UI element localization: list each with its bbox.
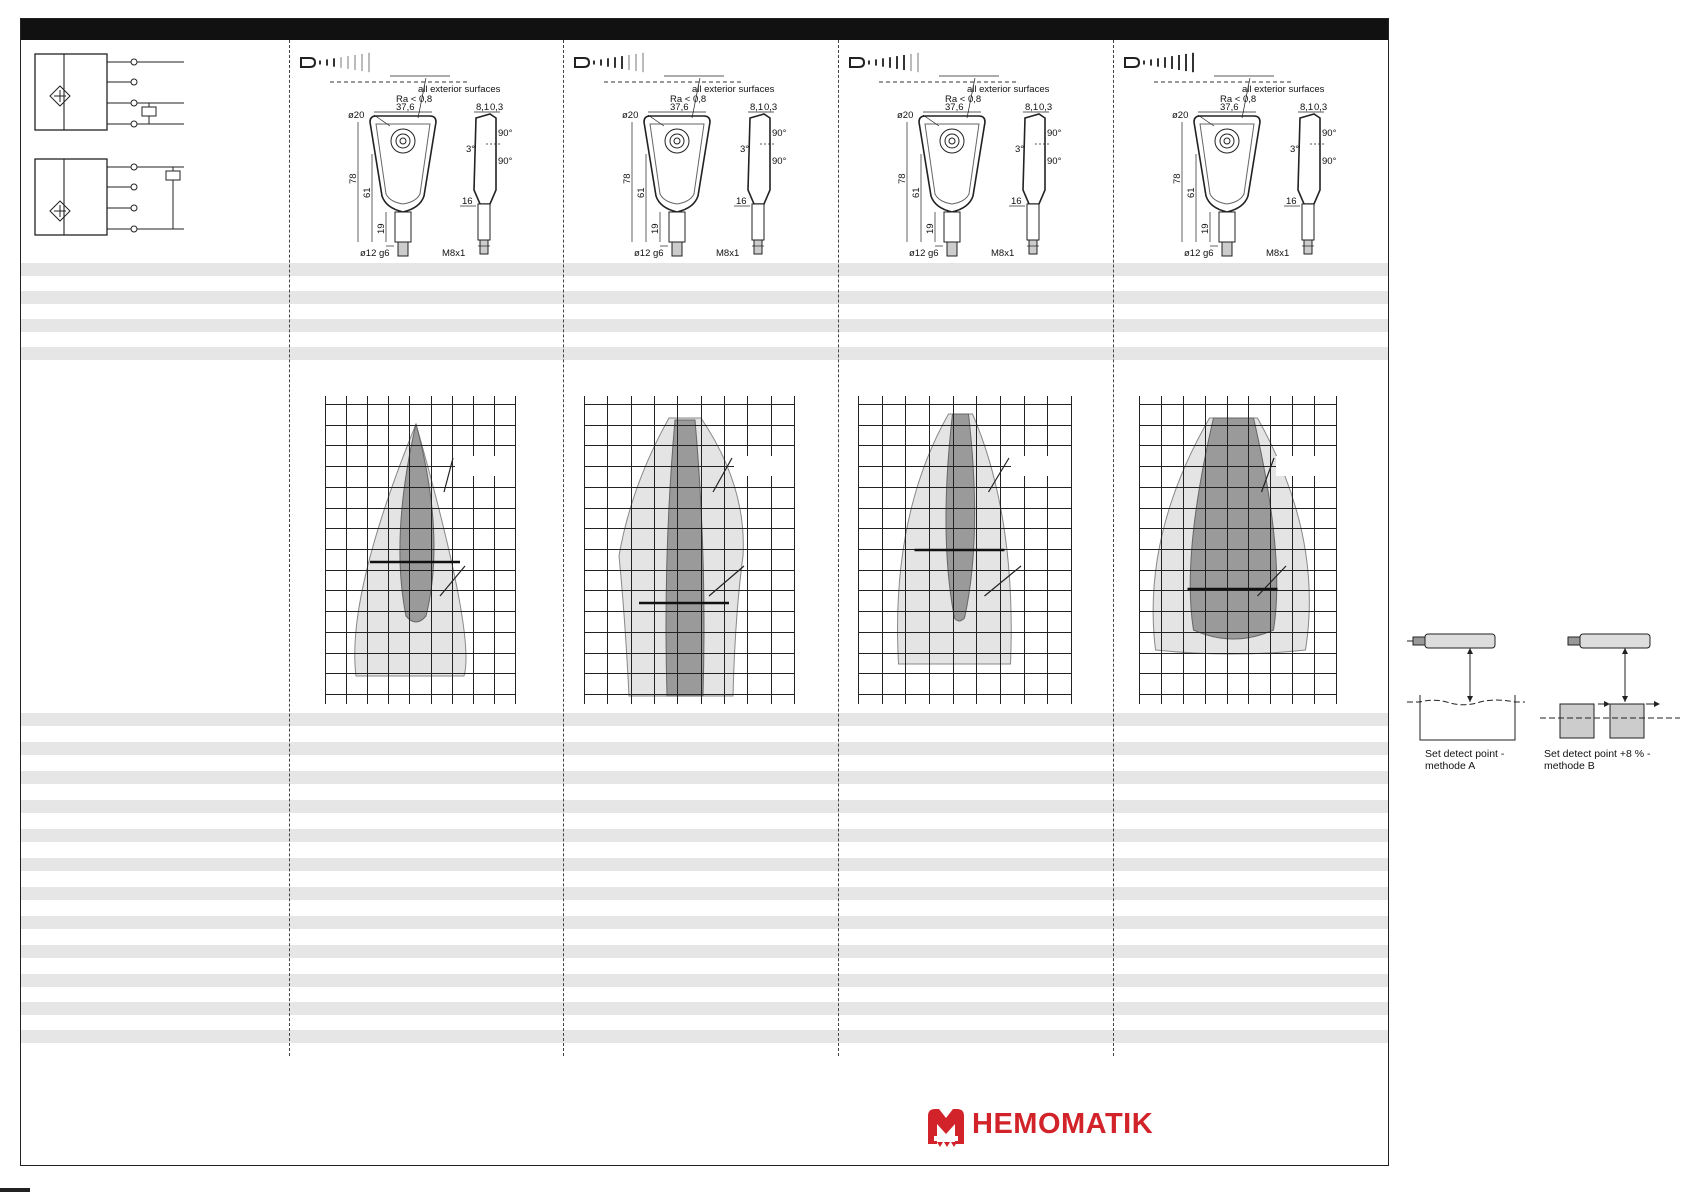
- hemomatik-logo-icon: [925, 1106, 967, 1148]
- height-inner-dimension: 61: [362, 187, 373, 198]
- side-dimension-b: 0,3: [1314, 102, 1328, 113]
- height-total-dimension: 78: [622, 173, 633, 184]
- width-dimension: 37,6: [945, 102, 964, 113]
- shaft-diameter-dimension: ø12 g6: [1184, 248, 1214, 259]
- angle-top: 90°: [772, 128, 787, 139]
- connector-label: M8x1: [716, 248, 740, 259]
- dimension-drawing: [839, 44, 1109, 266]
- connector-label: M8x1: [1266, 248, 1290, 259]
- dimension-drawing: [1114, 44, 1384, 266]
- table-row-stripe: [21, 742, 1388, 755]
- roughness-label: Ra < 0,8: [945, 94, 982, 105]
- table-row-stripe: [21, 1002, 1388, 1015]
- angle-bottom: 90°: [1322, 156, 1337, 167]
- shaft-diameter-dimension: ø12 g6: [360, 248, 390, 259]
- label-line: methode A: [1425, 760, 1476, 772]
- height-inner-dimension: 61: [911, 187, 922, 198]
- angle-bottom: 90°: [772, 156, 787, 167]
- diameter-dimension: ø20: [1172, 110, 1189, 121]
- surfaces-label: all exterior surfaces: [692, 84, 775, 95]
- table-row-stripe: [21, 858, 1388, 871]
- side-dimension-a: 8,1: [1300, 102, 1314, 113]
- height-neck-dimension: 19: [1200, 223, 1211, 234]
- wiring-diagram-nc: [34, 157, 194, 237]
- angle-bottom: 90°: [1047, 156, 1062, 167]
- table-row-stripe: [21, 347, 1388, 360]
- side-dimension-a: 8,1: [750, 102, 764, 113]
- height-neck-dimension: 19: [650, 223, 661, 234]
- height-total-dimension: 78: [1172, 173, 1183, 184]
- table-row-stripe: [21, 974, 1388, 987]
- table-row-stripe: [21, 887, 1388, 900]
- dimension-drawing: [290, 44, 560, 266]
- side-dimension-a: 8,1: [476, 102, 490, 113]
- table-row-stripe: [21, 291, 1388, 304]
- detection-zone-diagram: [858, 396, 1091, 706]
- table-row-stripe: [21, 1030, 1388, 1043]
- connector-label: M8x1: [991, 248, 1015, 259]
- angle-top: 90°: [1322, 128, 1337, 139]
- table-row-stripe: [21, 945, 1388, 958]
- height-neck-dimension: 19: [925, 223, 936, 234]
- side-neck-dimension: 16: [736, 196, 747, 207]
- detection-zone-diagram: [325, 396, 535, 706]
- roughness-label: Ra < 0,8: [396, 94, 433, 105]
- wiring-diagram-no: [34, 52, 194, 132]
- angle-top: 90°: [1047, 128, 1062, 139]
- label-line: methode B: [1544, 760, 1595, 772]
- height-total-dimension: 78: [348, 173, 359, 184]
- brand-name: HEMOMATIK: [972, 1108, 1154, 1140]
- height-neck-dimension: 19: [376, 223, 387, 234]
- tilt-angle: 3°: [1290, 144, 1300, 155]
- shaft-diameter-dimension: ø12 g6: [909, 248, 939, 259]
- side-dimension-b: 0,3: [490, 102, 504, 113]
- set-detect-point-b-illustration: [1540, 630, 1680, 750]
- height-inner-dimension: 61: [1186, 187, 1197, 198]
- set-detect-point-a-label: [1425, 748, 1504, 772]
- width-dimension: 37,6: [1220, 102, 1239, 113]
- table-row-stripe: [21, 771, 1388, 784]
- height-total-dimension: 78: [897, 173, 908, 184]
- dimension-drawing: [564, 44, 834, 266]
- detection-zone-diagram: [584, 396, 814, 706]
- side-dimension-b: 0,3: [764, 102, 778, 113]
- surfaces-label: all exterior surfaces: [418, 84, 501, 95]
- tilt-angle: 3°: [1015, 144, 1025, 155]
- roughness-label: Ra < 0,8: [1220, 94, 1257, 105]
- shaft-diameter-dimension: ø12 g6: [634, 248, 664, 259]
- table-row-stripe: [21, 319, 1388, 332]
- diameter-dimension: ø20: [897, 110, 914, 121]
- width-dimension: 37,6: [670, 102, 689, 113]
- set-detect-point-b-label: [1544, 748, 1651, 772]
- tilt-angle: 3°: [740, 144, 750, 155]
- surfaces-label: all exterior surfaces: [1242, 84, 1325, 95]
- table-row-stripe: [21, 829, 1388, 842]
- angle-top: 90°: [498, 128, 513, 139]
- detection-zone-diagram: [1139, 396, 1356, 706]
- surfaces-label: all exterior surfaces: [967, 84, 1050, 95]
- table-row-stripe: [21, 713, 1388, 726]
- label-line: Set detect point +8 % -: [1544, 748, 1651, 760]
- connector-label: M8x1: [442, 248, 466, 259]
- side-neck-dimension: 16: [1286, 196, 1297, 207]
- diameter-dimension: ø20: [622, 110, 639, 121]
- side-neck-dimension: 16: [462, 196, 473, 207]
- tilt-angle: 3°: [466, 144, 476, 155]
- roughness-label: Ra < 0,8: [670, 94, 707, 105]
- angle-bottom: 90°: [498, 156, 513, 167]
- height-inner-dimension: 61: [636, 187, 647, 198]
- width-dimension: 37,6: [396, 102, 415, 113]
- side-dimension-a: 8,1: [1025, 102, 1039, 113]
- side-dimension-b: 0,3: [1039, 102, 1053, 113]
- table-row-stripe: [21, 800, 1388, 813]
- set-detect-point-a-illustration: [1405, 630, 1525, 750]
- label-line: Set detect point -: [1425, 748, 1505, 760]
- diameter-dimension: ø20: [348, 110, 365, 121]
- page-tab-mark: [0, 1188, 30, 1192]
- side-neck-dimension: 16: [1011, 196, 1022, 207]
- table-row-stripe: [21, 916, 1388, 929]
